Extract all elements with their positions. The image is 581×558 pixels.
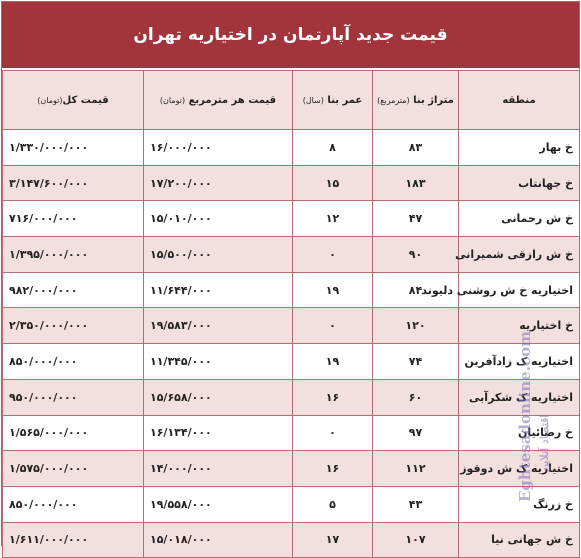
cell-age: ۱۶ [293, 379, 373, 415]
table-row [3, 165, 580, 201]
cell-total-price: ۲/۳۵۰/۰۰۰/۰۰۰ [3, 308, 144, 344]
cell-size: ۷۴ [373, 344, 459, 380]
table-row [3, 272, 580, 308]
cell-size: ۱۲۰ [373, 308, 459, 344]
header-total-price: قیمت کل(تومان) [3, 71, 144, 130]
cell-area: خ ش رحمانی [459, 201, 580, 237]
cell-price-per-meter: ۱۹/۵۵۸/۰۰۰ [144, 486, 293, 522]
cell-area: اختیاریه ک شکرآبی [459, 379, 580, 415]
table-row [3, 486, 580, 522]
cell-price-per-meter: ۱۹/۵۸۳/۰۰۰ [144, 308, 293, 344]
cell-area: خ ش رازقی شمیرانی [459, 237, 580, 273]
cell-price-per-meter: ۱۵/۵۰۰/۰۰۰ [144, 237, 293, 273]
table-row [3, 379, 580, 415]
cell-area: خ رضائیان [459, 415, 580, 451]
cell-size: ۶۰ [373, 379, 459, 415]
cell-size: ۴۳ [373, 486, 459, 522]
price-table [2, 70, 580, 558]
cell-total-price: ۱/۳۹۵/۰۰۰/۰۰۰ [3, 237, 144, 273]
table-row [3, 201, 580, 237]
cell-age: ۱۵ [293, 165, 373, 201]
cell-age: ۱۷ [293, 522, 373, 558]
cell-age: ۸ [293, 130, 373, 166]
cell-total-price: ۱/۵۶۵/۰۰۰/۰۰۰ [3, 415, 144, 451]
cell-area: خ زرنگ [459, 486, 580, 522]
header-size-unit: (مترمربع) [377, 95, 410, 105]
cell-total-price: ۱/۳۳۰/۰۰۰/۰۰۰ [3, 130, 144, 166]
cell-price-per-meter: ۱۵/۰۱۸/۰۰۰ [144, 522, 293, 558]
header-age: عمر بنا (سال) [293, 71, 373, 130]
cell-size: ۱۰۷ [373, 522, 459, 558]
cell-total-price: ۷۱۶/۰۰۰/۰۰۰ [3, 201, 144, 237]
cell-price-per-meter: ۱۱/۶۴۴/۰۰۰ [144, 272, 293, 308]
table-row [3, 308, 580, 344]
price-table-card [1, 1, 580, 546]
table-row [3, 415, 580, 451]
cell-area: اختیاریه ک ش دوقوز [459, 451, 580, 487]
cell-age: ۱۹ [293, 272, 373, 308]
cell-total-price: ۹۸۲/۰۰۰/۰۰۰ [3, 272, 144, 308]
cell-total-price: ۳/۱۴۷/۶۰۰/۰۰۰ [3, 165, 144, 201]
cell-total-price: ۸۵۰/۰۰۰/۰۰۰ [3, 486, 144, 522]
table-row [3, 344, 580, 380]
cell-size: ۹۰ [373, 237, 459, 273]
cell-age: ۱۹ [293, 344, 373, 380]
cell-area: اختیاریه ک زادآفرین [459, 344, 580, 380]
cell-size: ۸۳ [373, 130, 459, 166]
header-size: متراژ بنا (مترمربع) [373, 71, 459, 130]
watermark-text: Eghtesadonline.com [516, 331, 534, 502]
cell-price-per-meter: ۱۱/۳۴۵/۰۰۰ [144, 344, 293, 380]
cell-price-per-meter: ۱۵/۶۵۸/۰۰۰ [144, 379, 293, 415]
cell-age: ۰ [293, 237, 373, 273]
cell-size: ۴۷ [373, 201, 459, 237]
cell-price-per-meter: ۱۶/۰۰۰/۰۰۰ [144, 130, 293, 166]
cell-size: ۸۴ [373, 272, 459, 308]
cell-area: خ ش جهانی نیا [459, 522, 580, 558]
cell-area: خ جهانتاب [459, 165, 580, 201]
header-age-unit: (سال) [302, 95, 324, 105]
header-ppm-unit: (تومان) [159, 95, 186, 105]
table-row [3, 130, 580, 166]
header-price-per-meter: قیمت هر مترمربع (تومان) [144, 71, 293, 130]
cell-age: ۱۲ [293, 201, 373, 237]
cell-area: خ اختیاریه [459, 308, 580, 344]
cell-size: ۱۸۳ [373, 165, 459, 201]
cell-price-per-meter: ۱۴/۰۰۰/۰۰۰ [144, 451, 293, 487]
cell-price-per-meter: ۱۷/۲۰۰/۰۰۰ [144, 165, 293, 201]
cell-age: ۵ [293, 486, 373, 522]
cell-total-price: ۸۵۰/۰۰۰/۰۰۰ [3, 344, 144, 380]
cell-area: اختیاریه خ ش روشنی دلیوند [459, 272, 580, 308]
cell-size: ۱۱۲ [373, 451, 459, 487]
header-area: منطقه [459, 71, 580, 130]
cell-price-per-meter: ۱۶/۱۳۴/۰۰۰ [144, 415, 293, 451]
cell-size: ۹۷ [373, 415, 459, 451]
cell-age: ۰ [293, 308, 373, 344]
cell-price-per-meter: ۱۵/۰۱۰/۰۰۰ [144, 201, 293, 237]
cell-total-price: ۱/۶۱۱/۰۰۰/۰۰۰ [3, 522, 144, 558]
table-title: قیمت جدید آپارتمان در اختیاریه تهران [2, 2, 579, 70]
table-row [3, 522, 580, 558]
cell-area: خ بهار [459, 130, 580, 166]
table-header-row [3, 71, 580, 130]
watermark-sub: اقتصاد آنلاین [538, 414, 551, 472]
header-total-unit: (تومان) [37, 95, 63, 105]
cell-age: ۱۶ [293, 451, 373, 487]
table-row [3, 451, 580, 487]
cell-total-price: ۱/۵۷۵/۰۰۰/۰۰۰ [3, 451, 144, 487]
cell-age: ۰ [293, 415, 373, 451]
cell-total-price: ۹۵۰/۰۰۰/۰۰۰ [3, 379, 144, 415]
table-row [3, 237, 580, 273]
